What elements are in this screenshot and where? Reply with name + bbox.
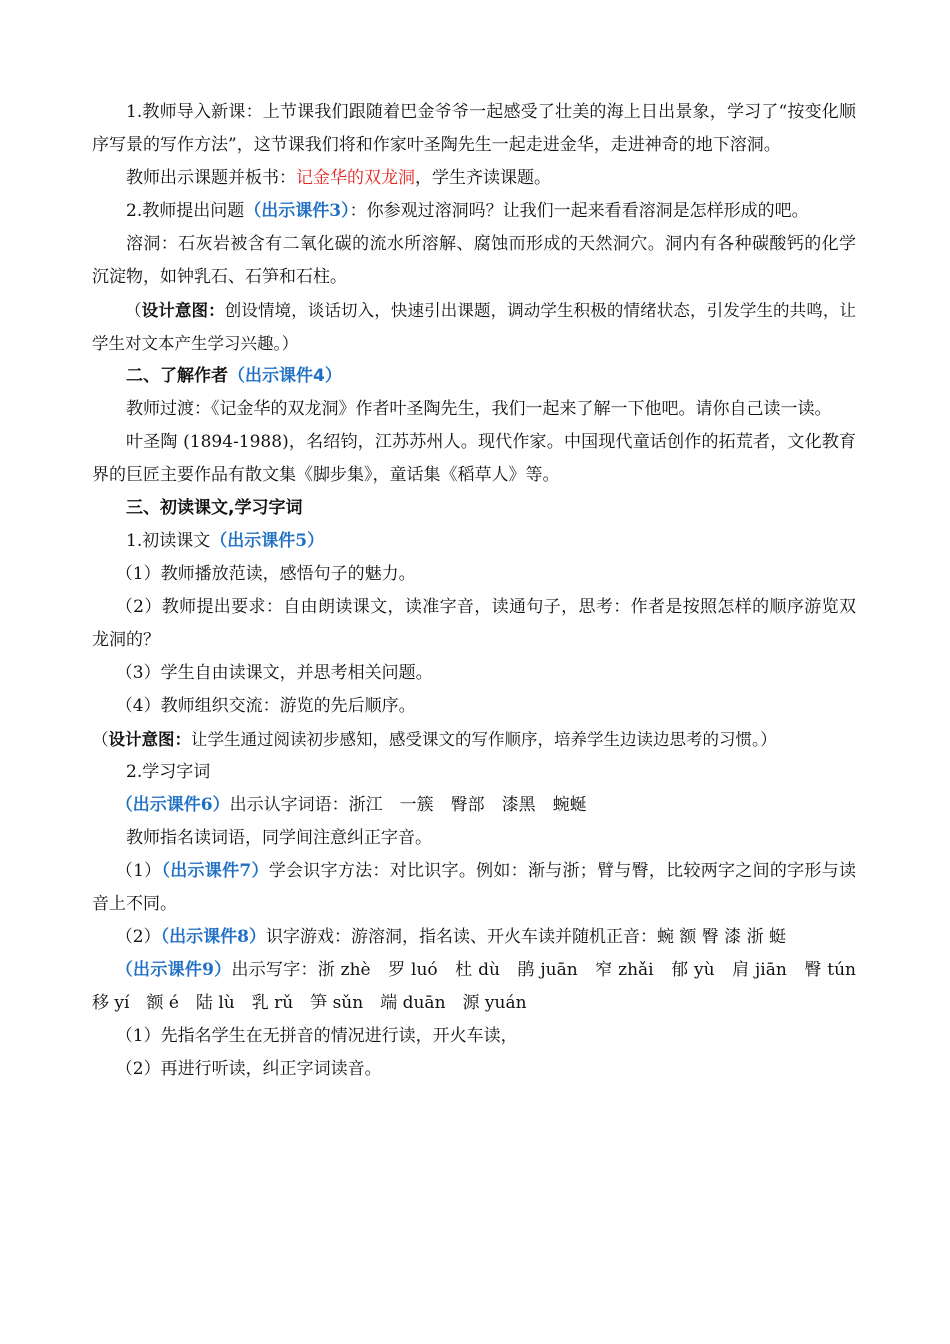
slide-ref: （出示课件6） [115,795,230,815]
paragraph-first-reading [92,525,856,558]
lesson-title-red: 记金华的双龙洞 [296,168,415,188]
text: （1） [115,861,162,881]
slide-ref: （出示课件7） [161,861,269,881]
paragraph-step-read-no-pinyin: （1）先指名学生在无拼音的情况进行读，开火车读， [115,1026,518,1046]
design-intent-label: 设计意图： [141,301,225,320]
text: （ [125,301,142,320]
heading-first-reading: 三、初读课文,学习字词 [126,498,303,518]
paragraph-question [92,195,856,228]
paragraph-slide7 [92,855,856,921]
slide-ref: （出示课件5） [210,531,325,551]
paragraph-slide8 [92,921,856,954]
text: ：你参观过溶洞吗？让我们一起来看看溶洞是怎样形成的吧。 [349,201,809,221]
design-intent-label: 设计意图： [108,730,191,749]
text: 2.教师提出问题 [126,201,245,221]
paragraph-words-slide6 [92,789,856,822]
text: 识字游戏：游溶洞，指名读、开火车读并随机正音：蜿 额 臀 漆 浙 蜓 [265,927,786,947]
paragraph-step-4: （4）教师组织交流：游览的先后顺序。 [115,696,416,716]
paragraph-step-1: （1）教师播放范读，感悟句子的魅力。 [115,564,416,584]
paragraph-cave-definition: 溶洞：石灰岩被含有二氧化碳的流水所溶解、腐蚀而形成的天然洞穴。洞内有各种碳酸钙的化学沉淀物，如钟乳石、石笋和石柱。 [92,234,856,287]
slide-ref: （出示课件9） [115,960,232,980]
text: （ [92,730,109,749]
text: 出示写字：浙 zhè 罗 luó 杜 dù 鹃 juān 窄 zhǎi 郁 yù 肩 jiān 臀 tún 移 yí 额 é 陆 lù 乳 rǔ 笋 sǔn 端 duān 源 yuán [92,960,873,1013]
paragraph-title-board [92,162,856,195]
slide-ref: （出示课件4） [228,366,342,386]
paragraph-slide9 [92,954,873,1020]
paragraph-design-intent-2 [92,723,856,756]
text: 让学生通过阅读初步感知，感受课文的写作顺序，培养学生边读边思考的习惯。） [191,730,777,749]
slide-ref: （出示课件3） [244,201,350,221]
text: 创设情境，谈话切入，快速引出课题，调动学生积极的情绪状态，引发学生的共鸣，让学生对文本产生学习兴趣。） [92,301,857,353]
paragraph-design-intent-1 [92,294,856,360]
paragraph-step-listen: （2）再进行听读，纠正字词读音。 [115,1059,382,1079]
text: 二、了解作者 [126,366,228,386]
text: （2） [115,927,161,947]
slide-ref: （出示课件8） [160,927,266,947]
paragraph-intro: 1.教师导入新课：上节课我们跟随着巴金爷爷一起感受了壮美的海上日出景象，学习了“按变化顺序写景的写作方法”，这节课我们将和作家叶圣陶先生一起走进金华，走进神奇的地下溶洞。 [92,102,856,155]
text: 教师出示课题并板书： [126,168,296,188]
paragraph-transition: 教师过渡：《记金华的双龙洞》作者叶圣陶先生，我们一起来了解一下他吧。请你自己读一读。 [126,399,832,419]
text: 1.初读课文 [126,531,211,551]
paragraph-author-bio: 叶圣陶 (1894-1988)，名绍钧，江苏苏州人。现代作家。中国现代童话创作的拓荒者，文化教育界的巨匠主要作品有散文集《脚步集》，童话集《稻草人》等。 [92,432,856,485]
paragraph-step-3: （3）学生自由读课文，并思考相关问题。 [115,663,433,683]
text: 学会识字方法：对比识字。例如：渐与浙；臂与臀，比较两字之间的字形与读音上不同。 [92,861,856,914]
text: ，学生齐读课题。 [415,168,551,188]
heading-author [92,360,856,393]
text: 出示认字词语：浙江 一簇 臀部 漆黑 蜿蜒 [229,795,587,815]
paragraph-learn-words: 2.学习字词 [126,762,211,782]
paragraph-name-reading: 教师指名读词语，同学间注意纠正字音。 [126,828,432,848]
paragraph-step-2: （2）教师提出要求：自由朗读课文，读准字音，读通句子，思考：作者是按照怎样的顺序游览双龙洞的？ [92,597,856,650]
